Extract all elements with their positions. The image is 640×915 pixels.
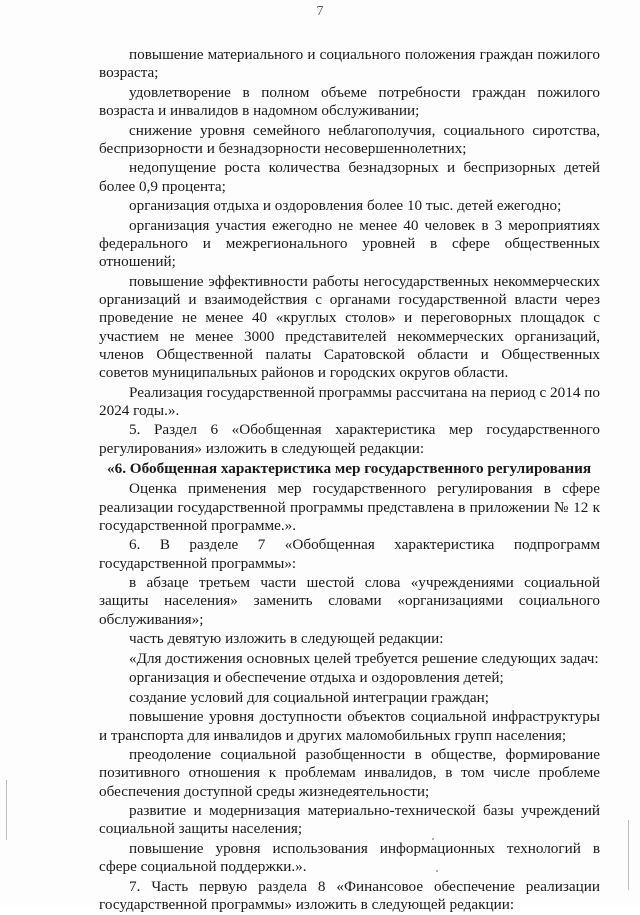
paragraph-section-7-amendment: 6. В разделе 7 «Обобщенная характеристика подпрограмм государственной программы»: — [99, 536, 600, 572]
paragraph-program-period: Реализация государственной программы рассчитана на период с 2014 по 2024 годы.». — [99, 383, 600, 419]
page-number: 7 — [316, 4, 324, 19]
paragraph-tasks-intro: «Для достижения основных целей требуется решение следующих задач: — [129, 649, 599, 667]
paragraph-elderly-status: повышение материального и социального положения граждан пожилого возраста; — [99, 46, 600, 82]
scan-artifact-left — [6, 780, 7, 840]
paragraph-ngo-efficiency: повышение эффективности работы негосударственных некоммерческих организаций и взаимодействия с органами государственной власти через проведение не менее 40 «круглых столов» и переговорных площадок с участием не менее 3000 представителей некоммерческих организаций, членов Общественной палаты Саратовской области и Общественных советов муниципальных районов и городских округов области. — [99, 272, 600, 382]
paragraph-family-wellbeing: снижение уровня семейного неблагополучия, социального сиротства, беспризорности и безнадзорности несовершеннолетних; — [99, 121, 600, 157]
paragraph-part-nine: часть девятую изложить в следующей редакции: — [129, 630, 444, 648]
paragraph-section-6-amendment: 5. Раздел 6 «Обобщенная характеристика мер государственного регулирования» изложить в следующей редакции: — [99, 421, 600, 457]
paragraph-task-disunity: преодоление социальной разобщенности в обществе, формирование позитивного отношения к проблемам инвалидов, в том числе проблеме обеспечения доступной среды жизнедеятельности; — [99, 745, 600, 800]
paragraph-events-participation: организация участия ежегодно не менее 40 человек в 3 мероприятиях федерального и межрегионального уровней в сфере общественных отношений; — [99, 216, 600, 271]
paragraph-task-modernization: развитие и модернизация материально-технической базы учреждений социальной защиты населения; — [99, 802, 600, 838]
paragraph-children-recreation: организация отдыха и оздоровления более 10 тыс. детей ежегодно; — [129, 197, 562, 215]
paragraph-neglected-children: недопущение роста количества безнадзорных и беспризорных детей более 0,9 процента; — [99, 159, 600, 195]
paragraph-task-recreation: организация и обеспечение отдыха и оздоровления детей; — [129, 669, 504, 687]
paragraph-task-it: повышение уровня использования информационных технологий в сфере социальной поддержки.». — [99, 839, 600, 876]
paragraph-task-integration: создание условий для социальной интеграции граждан; — [129, 688, 490, 706]
scan-artifact-dot — [432, 838, 434, 840]
section-6-heading: «6. Обобщенная характеристика мер государственного регулирования — [107, 460, 592, 478]
paragraph-wording-replacement: в абзаце третьем части шестой слова «учреждениями социальной защиты населения» заменить словами «организациями социального обслуживания»; — [99, 574, 600, 628]
paragraph-home-care: удовлетворение в полном объеме потребности граждан пожилого возраста и инвалидов в надомном обслуживании; — [99, 83, 600, 120]
paragraph-task-accessibility: повышение уровня доступности объектов социальной инфраструктуры и транспорта для инвалидов и других маломобильных групп населения; — [99, 708, 600, 744]
scan-artifact-right — [628, 820, 629, 890]
paragraph-section-8-amendment: 7. Часть первую раздела 8 «Финансовое обеспечение реализации государственной программы» изложить в следующей редакции: — [99, 877, 600, 913]
paragraph-regulation-assessment: Оценка применения мер государственного регулирования в сфере реализации государственной программы представлена в приложении № 12 к государственной программе.». — [99, 480, 600, 534]
scan-artifact-dot — [436, 870, 438, 872]
document-body — [99, 46, 600, 915]
